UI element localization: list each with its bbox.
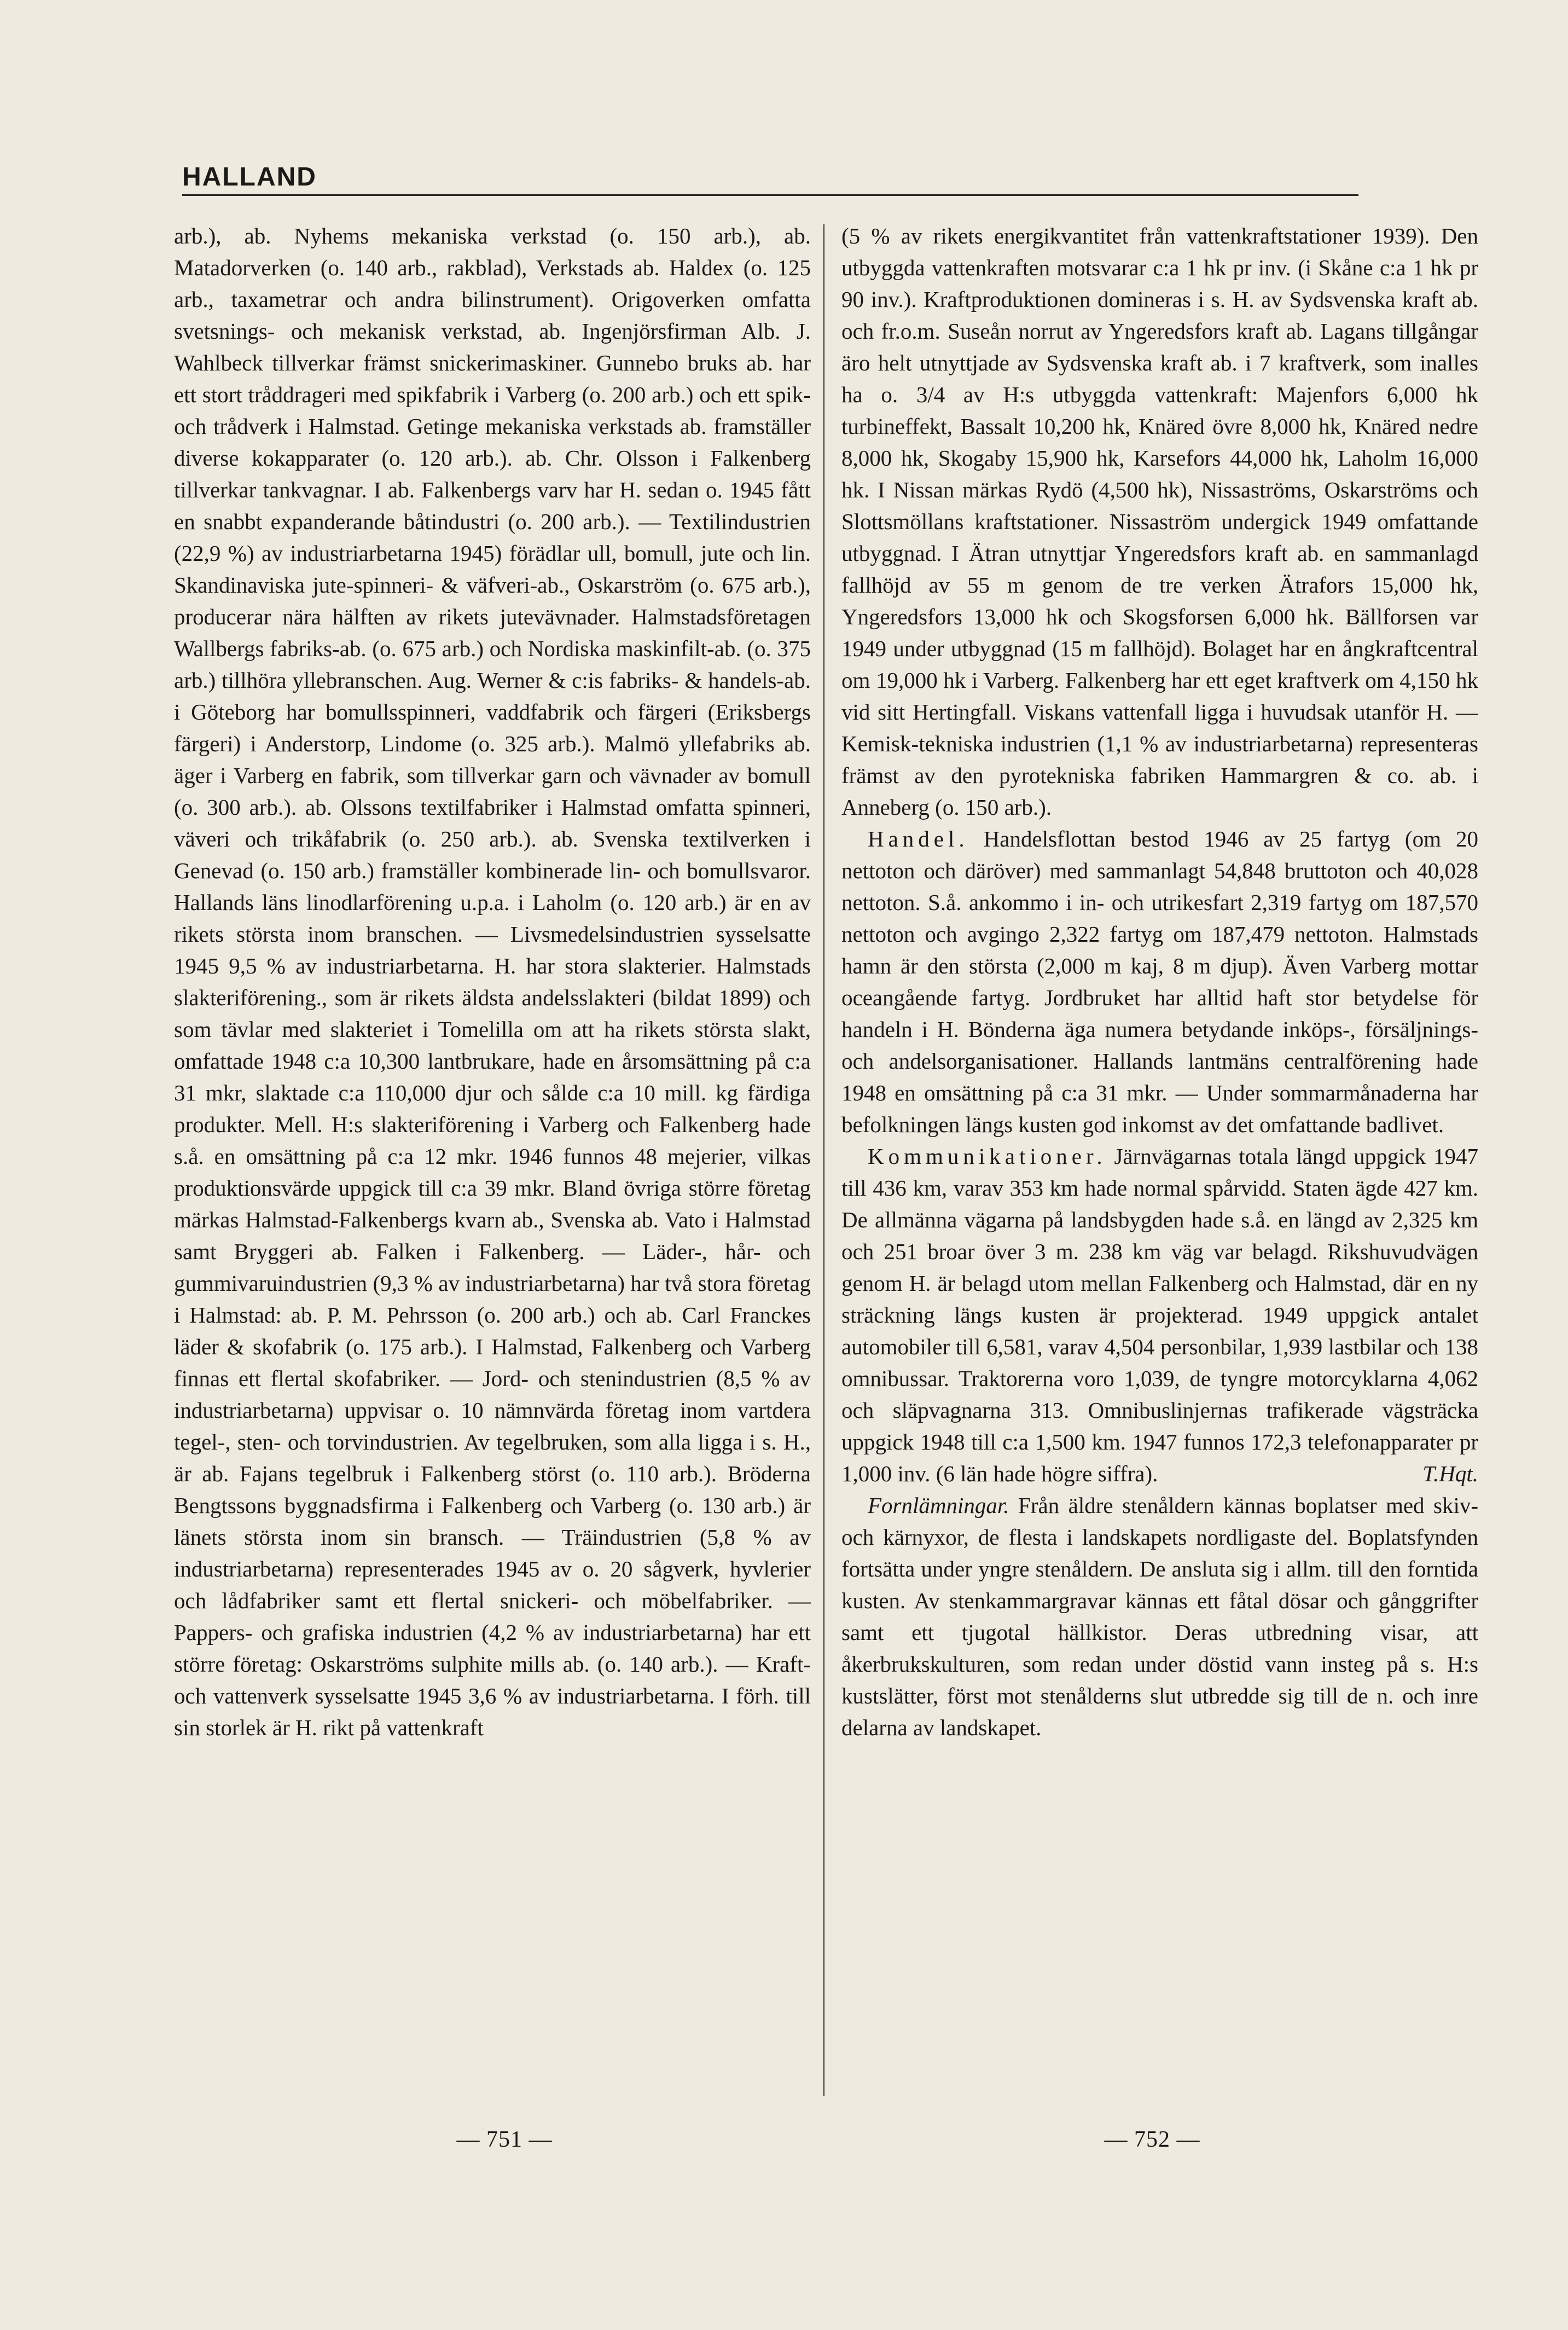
column-divider bbox=[823, 224, 824, 2096]
trade-heading: Handel. bbox=[868, 826, 969, 851]
author-signature: T.Hqt. bbox=[1422, 1461, 1478, 1486]
header-rule bbox=[182, 194, 1358, 196]
hydropower-paragraph: (5 % av rikets energikvantitet från vattenkraftstationer 1939). Den utbyggda vattenkraften motsvarar c:a 1 hk pr inv. (i Skåne c:a 1 hk pr 90 inv.). Kraftproduktionen domineras i s. H. av Sydsvenska kraft ab. och fr.o.m. Suseån norrut av Yngeredsfors kraft ab. Lagans tillgångar äro helt utnyttjade av Sydsvenska kraft ab. i 7 kraftverk, som inalles ha o. 3/4 av H:s utbyggda vattenkraft: Majenfors 6,000 hk turbineffekt, Bassalt 10,200 hk, Knäred övre 8,000 hk, Knäred nedre 8,000 hk, Skogaby 15,900 hk, Karsefors 44,000 hk, Laholm 16,000 hk. I Nissan märkas Rydö (4,500 hk), Nissaströms, Oskarströms och Slottsmöllans kraftstationer. Nissaström undergick 1949 omfattande utbyggnad. I Ätran utnyttjar Yngeredsfors kraft ab. en sammanlagd fallhöjd av 55 m genom de tre verken Ätrafors 15,000 hk, Yngeredsfors 13,000 hk och Skogsforsen 6,000 hk. Bällforsen var 1949 under utbyggnad (15 m fallhöjd). Bolaget har en ångkraftcentral om 19,000 hk i Varberg. Falkenberg har ett eget kraftverk om 4,150 hk vid sitt Hertingfall. Viskans vattenfall ligga i huvudsak utanför H. — Kemisk-tekniska industrien (1,1 % av industriarbetarna) representeras främst av den pyrotekniska fabriken Hammargren & co. ab. i Anneberg (o. 150 arb.). bbox=[841, 223, 1478, 820]
running-header-title: HALLAND bbox=[182, 163, 317, 192]
page-number-left: — 751 — bbox=[456, 2127, 553, 2152]
antiquities-text: Från äldre stenåldern kännas boplatser med skiv- och kärnyxor, de flesta i landskapets nordligaste del. Boplatsfynden fortsätta under yngre stenåldern. De ansluta sig i allm. till den forntida kusten. Av stenkammargravar kännas ett fåtal dösar och gånggrifter samt ett tjugotal hällkistor. Deras utbredning visar, att åkerbrukskulturen, som redan under döstid vann insteg på s. H:s kustslätter, först mot stenålderns slut utbredde sig till de n. och inre delarna av landskapet. bbox=[841, 1493, 1478, 1740]
page-number-right: — 752 — bbox=[1104, 2127, 1200, 2152]
communications-heading: Kommunikationer. bbox=[868, 1144, 1107, 1169]
trade-paragraph bbox=[841, 823, 1478, 1140]
antiquities-heading: Fornlämningar. bbox=[868, 1493, 1009, 1518]
antiquities-paragraph bbox=[841, 1489, 1478, 1743]
left-column-paragraph: arb.), ab. Nyhems mekaniska verkstad (o. 150 arb.), ab. Matadorverken (o. 140 arb., rakblad), Verkstads ab. Haldex (o. 125 arb., taxametrar och andra bilinstrument). Origoverken omfatta svetsnings- och mekanisk verkstad, ab. Ingenjörsfirman Alb. J. Wahlbeck tillverkar främst snickerimaskiner. Gunnebo bruks ab. har ett stort tråddrageri med spikfabrik i Varberg (o. 200 arb.) och ett spik- och trådverk i Halmstad. Getinge mekaniska verkstads ab. framställer diverse kokapparater (o. 120 arb.). ab. Chr. Olsson i Falkenberg tillverkar tankvagnar. I ab. Falkenbergs varv har H. sedan o. 1945 fått en snabbt expanderande båtindustri (o. 200 arb.). — Textilindustrien (22,9 %) av industriarbetarna 1945) förädlar ull, bomull, jute och lin. Skandinaviska jute-spinneri- & väfveri-ab., Oskarström (o. 675 arb.), producerar nära hälften av rikets jutevävnader. Halmstadsföretagen Wallbergs fabriks-ab. (o. 675 arb.) och Nordiska maskinfilt-ab. (o. 375 arb.) tillhöra yllebranschen. Aug. Werner & c:is fabriks- & handels-ab. i Göteborg har bomullsspinneri, vaddfabrik och färgeri (Eriksbergs färgeri) i Anderstorp, Lindome (o. 325 arb.). Malmö yllefabriks ab. äger i Varberg en fabrik, som tillverkar garn och vävnader av bomull (o. 300 arb.). ab. Olssons textilfabriker i Halmstad omfatta spinneri, väveri och trikåfabrik (o. 250 arb.). ab. Svenska textilverken i Genevad (o. 150 arb.) framställer kombinerade lin- och bomullsvaror. Hallands läns linodlarförening u.p.a. i Laholm (o. 120 arb.) är en av rikets största inom branschen. — Livsmedelsindustrien sysselsatte 1945 9,5 % av industriarbetarna. H. har stora slakterier. Halmstads slakteriförening., som är rikets äldsta andelsslakteri (bildat 1899) och som tävlar med slakteriet i Tomelilla om att ha rikets största slakt, omfattade 1948 c:a 10,300 lantbrukare, hade en årsomsättning på c:a 31 mkr, slaktade c:a 110,000 djur och sålde c:a 10 mill. kg färdiga produkter. Mell. H:s slakteriförening i Varberg och Falkenberg hade s.å. en omsättning på c:a 12 mkr. 1946 funnos 48 mejerier, vilkas produktionsvärde uppgick till c:a 39 mkr. Bland övriga större företag märkas Halmstad-Falkenbergs kvarn ab., Svenska ab. Vato i Halmstad samt Bryggeri ab. Falken i Falkenberg. — Läder-, hår- och gummivaruindustrien (9,3 % av industriarbetarna) har två stora företag i Halmstad: ab. P. M. Pehrsson (o. 200 arb.) och ab. Carl Franckes läder & skofabrik (o. 175 arb.). I Halmstad, Falkenberg och Varberg finnas ett flertal skofabriker. — Jord- och stenindustrien (8,5 % av industriarbetarna) uppvisar o. 10 nämnvärda företag inom vartdera tegel-, sten- och torvindustrien. Av tegelbruken, som alla ligga i s. H., är ab. Fajans tegelbruk i Falkenberg störst (o. 110 arb.). Bröderna Bengtssons byggnadsfirma i Falkenberg och Varberg (o. 130 arb.) är länets största inom sin bransch. — Träindustrien (5,8 % av industriarbetarna) representerades 1945 av o. 20 sågverk, hyvlerier och lådfabriker samt ett flertal snickeri- och möbelfabriker. — Pappers- och grafiska industrien (4,2 % av industriarbetarna) har ett större företag: Oskarströms sulphite mills ab. (o. 140 arb.). — Kraft- och vattenverk sysselsatte 1945 3,6 % av industriarbetarna. I förh. till sin storlek är H. rikt på vattenkraft bbox=[174, 223, 811, 1740]
left-column bbox=[174, 220, 811, 2113]
trade-text: Handelsflottan bestod 1946 av 25 fartyg (om 20 nettoton och däröver) med sammanlagt 54,848 bruttoton och 40,028 nettoton. S.å. ankommo i in- och utrikesfart 2,319 fartyg om 187,570 nettoton och avgingo 2,322 fartyg om 187,479 nettoton. Halmstads hamn är den största (2,000 m kaj, 8 m djup). Även Varberg mottar oceangående fartyg. Jordbruket har alltid haft stor betydelse för handeln i H. Bönderna äga numera betydande inköps-, försäljnings- och andelsorganisationer. Hallands lantmäns centralförening hade 1948 en omsättning på c:a 31 mkr. — Under sommarmånaderna har befolkningen längs kusten god inkomst av det omfattande badlivet. bbox=[841, 826, 1478, 1137]
communications-paragraph bbox=[841, 1140, 1478, 1489]
communications-text: Järnvägarnas totala längd uppgick 1947 till 436 km, varav 353 km hade normal spårvidd. Staten ägde 427 km. De allmänna vägarna på landsbygden hade s.å. en längd av 2,325 km och 251 broar över 3 m. 238 km väg var belagd. Rikshuvudvägen genom H. är belagd utom mellan Falkenberg och Halmstad, där en ny sträckning längs kusten är projekterad. 1949 uppgick antalet automobiler till 6,581, varav 4,504 personbilar, 1,939 lastbilar och 138 omnibussar. Traktorerna voro 1,039, de tyngre motorcyklarna 4,062 och släpvagnarna 313. Omnibuslinjernas trafikerade vägsträcka uppgick 1948 till c:a 1,500 km. 1947 funnos 172,3 telefonapparater pr 1,000 inv. (6 län hade högre siffra). bbox=[841, 1144, 1478, 1486]
right-column bbox=[841, 220, 1478, 2113]
